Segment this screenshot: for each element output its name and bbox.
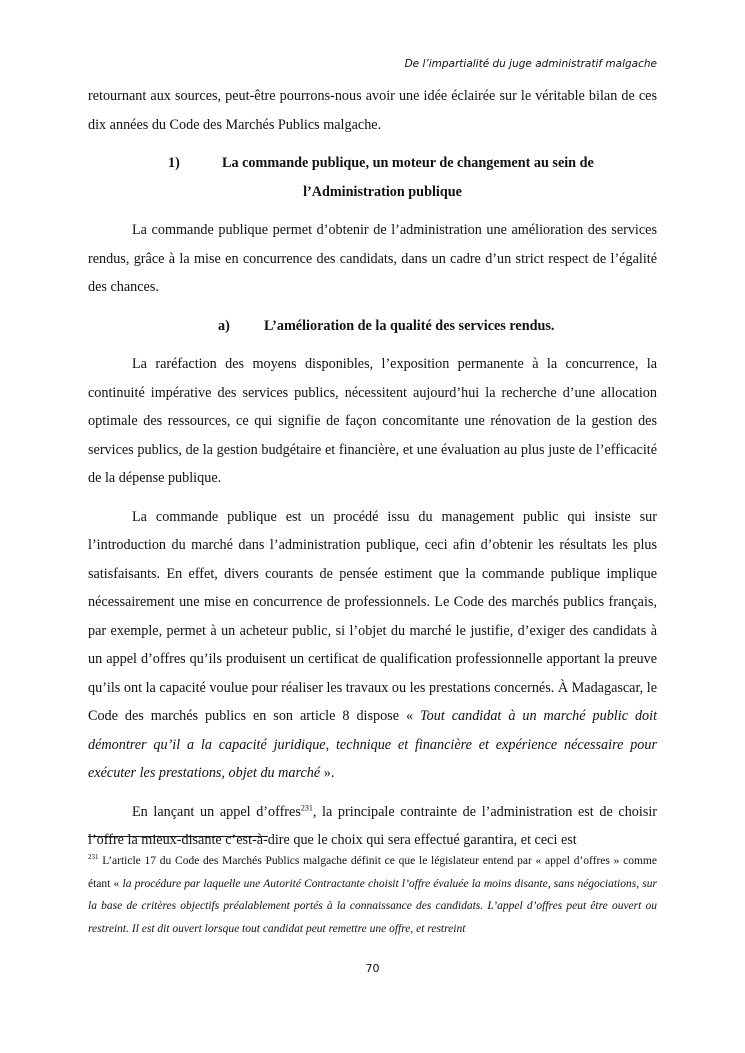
paragraph-text: En lançant un appel d’offres — [132, 803, 301, 820]
running-header: De l’impartialité du juge administratif malgache — [404, 58, 657, 70]
paragraph-text: La commande publique est un procédé issu du management public qui insiste sur l’introduction du marché dans l’administration publique, ceci afin d’obtenir les résultats les plus satisfaisants. En effet, divers courants de pensée estiment que la commande publique implique nécessairement une mise en concurrence de professionnels. Le Code des marchés publics français, par exemple, permet à un acheteur public, si l’objet du marché le justifie, d’exiger des candidats à un appel d’offres qu’ils produisent un certificat de qualification professionnelle apportant la preuve qu’ils ont la capacité voulue pour réaliser les travaux ou les prestations concernés. À Madagascar, le Code des marchés publics en son article 8 dispose — [88, 508, 657, 724]
body-text — [88, 82, 657, 855]
quote-open: « — [405, 708, 421, 724]
section-number: 1) — [168, 155, 180, 171]
paragraph: La commande publique permet d’obtenir de l’administration une amélioration des services rendus, grâce à la mise en concurrence des candidats, dans un cadre d’un strict respect de l’égalité des chances. — [88, 222, 657, 295]
page-number: 70 — [365, 962, 380, 975]
paragraph-continuation: retournant aux sources, peut-être pourrons-nous avoir une idée éclairée sur le véritable bilan de ces dix années du Code des Marchés Publics malgache. — [88, 88, 657, 133]
footnote — [88, 850, 657, 940]
footnote-quote: la procédure par laquelle une Autorité Contractante choisit l’offre évaluée la moins disante, sans négociations, sur la base de critères objectifs préalablement portés à la connaissance des candidats. L’appel d’offres peut être ouvert ou restreint. Il est dit ouvert lorsque tout candidat peut remettre une offre, et restreint — [88, 877, 657, 935]
footnote-separator — [88, 836, 268, 837]
section-title-line2: l’Administration publique — [303, 183, 462, 200]
footnote-text: L’article 17 du Code des Marchés Publics malgache définit ce que le législateur entend par « appel d’offres » comme étant « — [88, 855, 657, 890]
footnote-number: 231 — [88, 853, 99, 862]
legal-quote: Tout candidat à un marché public doit démontrer qu’il a la capacité juridique, technique et financière et expérience nécessaire pour exécuter les prestations, objet du marché — [88, 708, 658, 781]
paragraph — [88, 503, 657, 788]
paragraph: La raréfaction des moyens disponibles, l’exposition permanente à la concurrence, la continuité impérative des services publics, nécessitent aujourd’hui la recherche d’une allocation optimale des ressources, ce qui signifie de façon concomitante une rénovation de la gestion des services publics, de la gestion budgétaire et financière, et une évaluation au plus juste de l’efficacité de la dépense publique. — [88, 356, 657, 486]
section-heading-1 — [88, 149, 657, 206]
quote-close: ». — [320, 765, 335, 781]
section-title-line1: La commande publique, un moteur de changement au sein de — [222, 155, 594, 171]
subsection-number: a) — [218, 317, 230, 334]
subsection-heading-a — [88, 312, 657, 341]
footnote-reference[interactable]: 231 — [300, 802, 313, 812]
paragraph-text: , la principale contrainte de l’administration est de choisir l’offre la mieux-disante c’est-à-dire que le choix qui sera effectué garantira, et ceci est — [88, 803, 658, 848]
paragraph — [88, 798, 657, 855]
subsection-title: L’amélioration de la qualité des services rendus. — [264, 317, 555, 334]
